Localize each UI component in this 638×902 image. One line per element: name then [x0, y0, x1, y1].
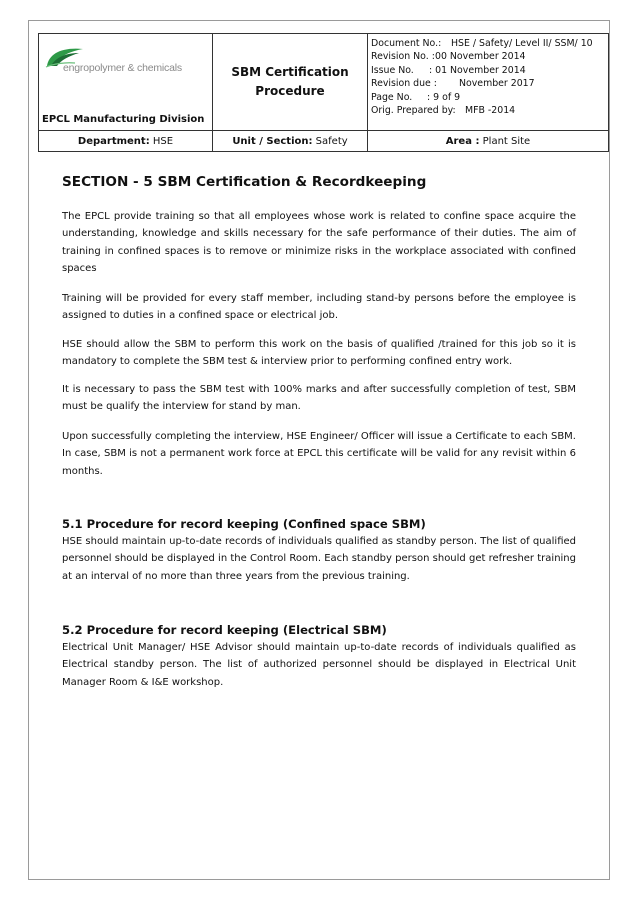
department-cell — [39, 131, 213, 152]
company-logo-text: engropolymer & chemicals — [63, 62, 182, 74]
meta-issue-no: Issue No. : 01 November 2014 — [371, 64, 526, 76]
paragraph-training-intro: The EPCL provide training so that all employees whose work is related to confine space acquire the understanding, knowledge and skills necessary for the safe performance of their duties. The aim of training in confined spaces is to remove or minimize risks in the workplace associated with confined spaces — [62, 211, 576, 275]
unit-label: Unit / Section: — [232, 135, 313, 147]
subsection-heading-electrical: 5.2 Procedure for record keeping (Electrical SBM) — [62, 623, 387, 637]
document-title — [213, 34, 368, 131]
meta-document-no: Document No.: HSE / Safety/ Level II/ SSM/ 10 — [371, 38, 593, 49]
document-title-line2: Procedure — [255, 84, 325, 98]
department-label: Department: — [77, 135, 150, 147]
department-value: HSE — [152, 135, 174, 147]
area-value: Plant Site — [482, 135, 531, 147]
meta-prepared-by: Orig. Prepared by: MFB -2014 — [371, 105, 516, 117]
meta-revision-no: Revision No. :00 November 2014 — [371, 51, 526, 63]
paragraph-sbm-test: It is necessary to pass the SBM test with 100% marks and after successfully completion of test, SBM must be qualify the interview for stand by man. — [62, 384, 576, 413]
document-title-line1: SBM Certification — [231, 65, 349, 79]
meta-page-no: Page No. : 9 of 9 — [371, 91, 461, 103]
paragraph-record-electrical: Electrical Unit Manager/ HSE Advisor should maintain up-to-date records of individuals qualified as Electrical standby person. The list of authorized personnel should be displayed in Electrical Unit Manager Room & I&E workshop. — [62, 642, 576, 688]
area-label: Area : — [445, 135, 480, 147]
division-name: EPCL Manufacturing Division — [42, 114, 205, 125]
section-heading: SECTION - 5 SBM Certification & Recordkeeping — [62, 174, 427, 190]
meta-revision-due: Revision due : November 2017 — [371, 78, 535, 90]
company-logo — [45, 46, 205, 76]
document-meta — [368, 34, 609, 131]
unit-cell — [213, 131, 368, 152]
unit-value: Safety — [315, 135, 348, 147]
area-cell — [368, 131, 609, 152]
document-header — [38, 33, 609, 152]
logo-cell — [39, 34, 213, 131]
paragraph-hse-allow: HSE should allow the SBM to perform this work on the basis of qualified /trained for this job so it is mandatory to complete the SBM test & interview prior to performing confined entry work. — [62, 339, 576, 368]
paragraph-record-confined: HSE should maintain up-to-date records of individuals qualified as standby person. The list of qualified personnel should be displayed in the Control Room. Each standby person should get refresher training at an interval of no more than three years from the previous training. — [62, 536, 576, 582]
paragraph-certificate: Upon successfully completing the interview, HSE Engineer/ Officer will issue a Certificate to each SBM. In case, SBM is not a permanent work force at EPCL this certificate will be valid for any revisit within 6 months. — [62, 431, 576, 477]
paragraph-training-staff: Training will be provided for every staff member, including stand-by persons before the employee is assigned to duties in a confined space or electrical job. — [62, 293, 576, 322]
subsection-heading-confined: 5.1 Procedure for record keeping (Confined space SBM) — [62, 517, 426, 531]
